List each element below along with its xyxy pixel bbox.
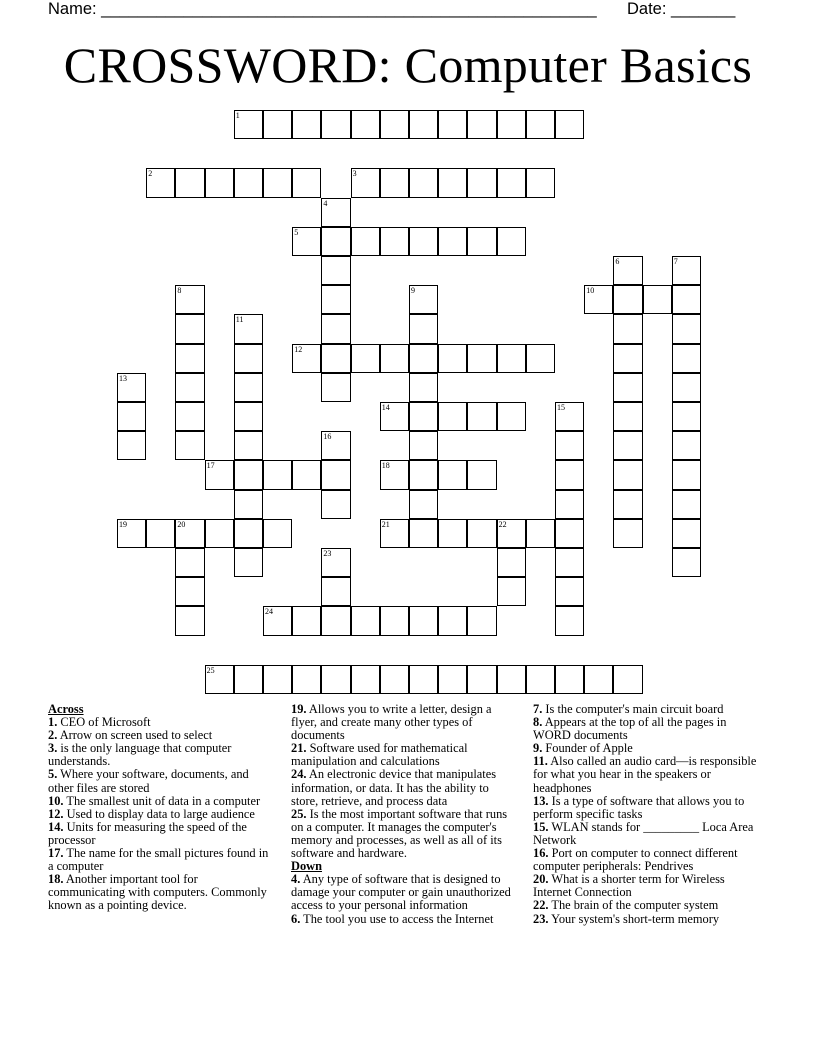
- grid-cell[interactable]: [409, 314, 438, 343]
- grid-cell[interactable]: [321, 198, 350, 227]
- clue-item-number: 11.: [533, 754, 548, 769]
- grid-cell[interactable]: [234, 314, 263, 343]
- grid-cell[interactable]: [292, 227, 321, 256]
- clue-item-number: 23.: [533, 911, 549, 926]
- grid-cell[interactable]: [175, 519, 204, 548]
- grid-cell[interactable]: [321, 256, 350, 285]
- grid-cell[interactable]: [497, 227, 526, 256]
- grid-cell[interactable]: [497, 577, 526, 606]
- grid-cell[interactable]: [438, 665, 467, 694]
- grid-cell[interactable]: [321, 285, 350, 314]
- grid-cell[interactable]: [613, 665, 642, 694]
- date-field[interactable]: Date: _______: [627, 0, 736, 18]
- grid-cell[interactable]: [351, 110, 380, 139]
- clue-item-text: Units for measuring the speed of the processor: [48, 819, 247, 847]
- grid-cell[interactable]: [555, 490, 584, 519]
- grid-cell[interactable]: [438, 227, 467, 256]
- clue-item-text: An electronic device that manipulates information, or data. It has the ability to store, retrieve, and process data: [291, 767, 497, 808]
- clue-item-text: Software used for mathematical manipulation and calculations: [291, 741, 468, 769]
- clue-item-text: Where your software, documents, and other files are stored: [48, 767, 249, 795]
- grid-cell[interactable]: [321, 606, 350, 635]
- grid-cell[interactable]: [263, 519, 292, 548]
- grid-cell[interactable]: [234, 373, 263, 402]
- clue-item-number: 5.: [48, 767, 58, 782]
- grid-cell[interactable]: [380, 344, 409, 373]
- grid-cell[interactable]: [613, 256, 642, 285]
- clue-item: [533, 716, 761, 742]
- grid-cell[interactable]: [234, 665, 263, 694]
- grid-cell[interactable]: [613, 314, 642, 343]
- clue-item-text: Is the computer's main circuit board: [542, 702, 724, 716]
- clue-item-text: Is a type of software that allows you to perform specific tasks: [533, 793, 745, 821]
- clue-item: [533, 913, 761, 926]
- grid-cell[interactable]: [555, 606, 584, 635]
- grid-cell[interactable]: [555, 577, 584, 606]
- grid-cell[interactable]: [117, 402, 146, 431]
- name-field[interactable]: Name: ______________________________________________________: [48, 0, 597, 18]
- clues-column-2: [291, 703, 519, 926]
- grid-cell[interactable]: [672, 402, 701, 431]
- clue-number: 20: [177, 519, 186, 529]
- clue-number: 23: [323, 549, 332, 558]
- clue-number: 14: [381, 403, 390, 412]
- clue-item-number: 10.: [48, 793, 64, 808]
- grid-cell[interactable]: [555, 110, 584, 139]
- grid-cell[interactable]: [672, 431, 701, 460]
- grid-cell[interactable]: [321, 314, 350, 343]
- grid-cell[interactable]: [175, 314, 204, 343]
- clue-item: [533, 847, 761, 873]
- grid-cell[interactable]: [175, 577, 204, 606]
- grid-cell[interactable]: [497, 110, 526, 139]
- grid-cell[interactable]: [467, 110, 496, 139]
- clue-number: 24: [265, 607, 273, 617]
- clue-item-number: 24.: [291, 767, 307, 782]
- grid-cell[interactable]: [438, 344, 467, 373]
- grid-cell[interactable]: [584, 665, 613, 694]
- grid-cell[interactable]: [409, 490, 438, 519]
- grid-cell[interactable]: [205, 460, 234, 489]
- grid-cell[interactable]: [555, 402, 584, 431]
- grid-cell[interactable]: [351, 168, 380, 197]
- grid-cell[interactable]: [292, 344, 321, 373]
- clue-item-text: Used to display data to large audience: [63, 806, 255, 821]
- clue-item: [291, 808, 519, 860]
- grid-cell[interactable]: [409, 344, 438, 373]
- across-clue-list: [48, 716, 276, 912]
- clue-item: [533, 755, 761, 794]
- grid-cell[interactable]: [146, 519, 175, 548]
- grid-cell[interactable]: [380, 110, 409, 139]
- clue-number: 18: [381, 461, 390, 471]
- grid-cell[interactable]: [234, 460, 263, 489]
- grid-cell[interactable]: [672, 460, 701, 489]
- clue-number: 3: [352, 169, 357, 179]
- grid-cell[interactable]: [321, 344, 350, 373]
- grid-cell[interactable]: [438, 519, 467, 548]
- grid-cell[interactable]: [409, 285, 438, 314]
- clue-item-text: Appears at the top of all the pages in WORD documents: [533, 715, 727, 743]
- grid-cell[interactable]: [497, 519, 526, 548]
- grid-cell[interactable]: [234, 490, 263, 519]
- grid-cell[interactable]: [467, 227, 496, 256]
- grid-cell[interactable]: [292, 168, 321, 197]
- clue-item-text: Port on computer to connect different computer peripherals: Pendrives: [533, 846, 738, 874]
- grid-cell[interactable]: [409, 373, 438, 402]
- clue-item-number: 3.: [48, 741, 58, 756]
- clue-item-number: 12.: [48, 806, 64, 821]
- grid-cell[interactable]: [438, 168, 467, 197]
- clue-item-text: Another important tool for communicating with computers. Commonly known as a pointing device.: [48, 872, 267, 913]
- grid-cell[interactable]: [175, 285, 204, 314]
- grid-cell[interactable]: [409, 110, 438, 139]
- grid-cell[interactable]: [321, 577, 350, 606]
- grid-cell[interactable]: [672, 490, 701, 519]
- grid-cell[interactable]: [672, 285, 701, 314]
- grid-cell[interactable]: [292, 606, 321, 635]
- grid-cell[interactable]: [672, 314, 701, 343]
- clue-number: 19: [119, 519, 127, 529]
- clues-column-1: [48, 703, 276, 913]
- grid-cell[interactable]: [234, 110, 263, 139]
- grid-cell[interactable]: [263, 460, 292, 489]
- clue-item-number: 9.: [533, 741, 543, 756]
- grid-cell[interactable]: [526, 665, 555, 694]
- clue-item-text: The smallest unit of data in a computer: [63, 793, 261, 808]
- clue-item-number: 17.: [48, 846, 64, 861]
- clue-number: 16: [323, 432, 332, 442]
- grid-cell[interactable]: [584, 285, 613, 314]
- grid-cell[interactable]: [175, 344, 204, 373]
- clue-item-number: 25.: [291, 806, 307, 821]
- grid-cell[interactable]: [526, 110, 555, 139]
- clue-item-text: The name for the small pictures found in a computer: [48, 846, 269, 874]
- clue-item-text: Your system's short-term memory: [548, 911, 720, 926]
- clue-item-number: 4.: [291, 872, 301, 887]
- clue-number: 9: [411, 286, 415, 296]
- grid-cell[interactable]: [467, 519, 496, 548]
- clue-item-number: 13.: [533, 793, 549, 808]
- grid-cell[interactable]: [263, 168, 292, 197]
- grid-cell[interactable]: [613, 460, 642, 489]
- clue-item: [533, 873, 761, 899]
- clue-number: 5: [294, 227, 299, 237]
- clue-item-number: 1.: [48, 715, 58, 730]
- grid-cell[interactable]: [409, 227, 438, 256]
- grid-cell[interactable]: [321, 548, 350, 577]
- grid-cell[interactable]: [613, 519, 642, 548]
- grid-cell[interactable]: [438, 110, 467, 139]
- grid-cell[interactable]: [613, 402, 642, 431]
- page-title: CROSSWORD: Computer Basics: [63, 37, 753, 93]
- grid-cell[interactable]: [672, 344, 701, 373]
- grid-cell[interactable]: [467, 344, 496, 373]
- across-heading: Across: [48, 702, 84, 716]
- clue-number: 25: [206, 665, 215, 675]
- grid-cell[interactable]: [555, 548, 584, 577]
- grid-cell[interactable]: [351, 665, 380, 694]
- clue-number: 13: [119, 373, 127, 383]
- grid-cell[interactable]: [234, 344, 263, 373]
- clue-item-text: Also called an audio card—is responsible for what you hear in the speakers or headphones: [533, 754, 757, 795]
- grid-cell[interactable]: [438, 460, 467, 489]
- clue-item: [291, 742, 519, 768]
- clue-item-number: 14.: [48, 819, 64, 834]
- grid-cell[interactable]: [175, 402, 204, 431]
- clue-item: [48, 768, 276, 794]
- clues-column-3: [533, 703, 761, 926]
- grid-cell[interactable]: [146, 168, 175, 197]
- clue-item-text: The tool you use to access the Internet: [300, 911, 494, 926]
- grid-cell[interactable]: [380, 168, 409, 197]
- grid-cell[interactable]: [555, 431, 584, 460]
- clue-item-text: Any type of software that is designed to damage your computer or gain unauthorized access to your personal information: [291, 872, 511, 913]
- grid-cell[interactable]: [321, 460, 350, 489]
- grid-cell[interactable]: [643, 285, 672, 314]
- across-clue-list-continued: [291, 703, 519, 860]
- grid-cell[interactable]: [351, 344, 380, 373]
- grid-cell[interactable]: [321, 110, 350, 139]
- clue-number: 8: [177, 286, 182, 296]
- down-clue-list-continued: [533, 703, 761, 926]
- grid-cell[interactable]: [497, 665, 526, 694]
- clue-number: 12: [294, 344, 303, 354]
- grid-cell[interactable]: [263, 606, 292, 635]
- grid-cell[interactable]: [526, 168, 555, 197]
- clue-item-number: 7.: [533, 702, 543, 716]
- clue-item-number: 20.: [533, 872, 549, 887]
- grid-cell[interactable]: [175, 548, 204, 577]
- grid-cell[interactable]: [351, 606, 380, 635]
- grid-cell[interactable]: [497, 344, 526, 373]
- grid-cell[interactable]: [497, 168, 526, 197]
- clue-number: 17: [206, 461, 215, 471]
- clue-item-number: 22.: [533, 898, 549, 913]
- grid-cell[interactable]: [263, 110, 292, 139]
- clue-number: 6: [615, 257, 620, 266]
- grid-cell[interactable]: [409, 665, 438, 694]
- grid-cell[interactable]: [409, 431, 438, 460]
- grid-cell[interactable]: [467, 402, 496, 431]
- down-heading: Down: [291, 859, 322, 874]
- clue-item-text: WLAN stands for _________ Loca Area Network: [533, 819, 754, 847]
- grid-cell[interactable]: [321, 490, 350, 519]
- grid-cell[interactable]: [351, 227, 380, 256]
- grid-cell[interactable]: [321, 227, 350, 256]
- grid-cell[interactable]: [234, 431, 263, 460]
- grid-cell[interactable]: [526, 519, 555, 548]
- grid-cell[interactable]: [409, 606, 438, 635]
- grid-cell[interactable]: [613, 431, 642, 460]
- grid-cell[interactable]: [117, 519, 146, 548]
- grid-cell[interactable]: [205, 168, 234, 197]
- clue-item-text: The brain of the computer system: [548, 898, 719, 913]
- grid-cell[interactable]: [555, 460, 584, 489]
- grid-cell[interactable]: [234, 519, 263, 548]
- grid-cell[interactable]: [613, 373, 642, 402]
- grid-cell[interactable]: [263, 665, 292, 694]
- grid-cell[interactable]: [613, 344, 642, 373]
- clue-number: 15: [557, 403, 565, 412]
- clue-item: [533, 795, 761, 821]
- clue-item-number: 21.: [291, 741, 307, 756]
- clue-item: [291, 913, 519, 926]
- clue-item-text: CEO of Microsoft: [57, 715, 151, 730]
- grid-cell[interactable]: [526, 344, 555, 373]
- clue-number: 11: [235, 315, 244, 325]
- grid-cell[interactable]: [205, 519, 234, 548]
- grid-cell[interactable]: [205, 665, 234, 694]
- grid-cell[interactable]: [175, 373, 204, 402]
- grid-cell[interactable]: [321, 665, 350, 694]
- grid-cell[interactable]: [380, 606, 409, 635]
- clue-item-number: 2.: [48, 728, 58, 743]
- clue-item-number: 15.: [533, 819, 549, 834]
- grid-cell[interactable]: [409, 168, 438, 197]
- clue-item-number: 18.: [48, 872, 64, 887]
- clue-item: [291, 768, 519, 807]
- grid-cell[interactable]: [380, 460, 409, 489]
- clue-item: [291, 703, 519, 742]
- clue-item-number: 19.: [291, 702, 307, 716]
- grid-cell[interactable]: [497, 402, 526, 431]
- clue-number: 4: [323, 198, 328, 208]
- clue-item-text: Founder of Apple: [542, 741, 633, 756]
- clue-number: 1: [235, 111, 240, 120]
- grid-cell[interactable]: [555, 519, 584, 548]
- grid-cell[interactable]: [438, 606, 467, 635]
- grid-cell[interactable]: [672, 373, 701, 402]
- grid-cell[interactable]: [467, 665, 496, 694]
- grid-cell[interactable]: [672, 519, 701, 548]
- grid-cell[interactable]: [467, 606, 496, 635]
- grid-cell[interactable]: [438, 402, 467, 431]
- clue-item-number: 6.: [291, 911, 301, 926]
- clue-item-text: Is the most important software that runs on a computer. It manages the computer's memory and processes, as well as all of its software and hardware.: [291, 806, 508, 861]
- clue-item: [48, 821, 276, 847]
- clue-number: 22: [498, 519, 507, 529]
- clue-item-text: What is a shorter term for Wireless Internet Connection: [533, 872, 725, 900]
- grid-cell[interactable]: [117, 373, 146, 402]
- grid-cell[interactable]: [175, 606, 204, 635]
- grid-cell[interactable]: [292, 460, 321, 489]
- clue-number: 10: [586, 286, 595, 296]
- clue-item-text: Allows you to write a letter, design a flyer, and create many other types of documents: [291, 702, 492, 743]
- grid-cell[interactable]: [380, 402, 409, 431]
- grid-cell[interactable]: [380, 665, 409, 694]
- grid-cell[interactable]: [467, 460, 496, 489]
- clue-number: 21: [381, 519, 390, 529]
- grid-cell[interactable]: [409, 519, 438, 548]
- clue-item: [291, 873, 519, 912]
- clue-number: 2: [148, 169, 153, 179]
- grid-cell[interactable]: [409, 460, 438, 489]
- grid-cell[interactable]: [117, 431, 146, 460]
- grid-cell[interactable]: [321, 373, 350, 402]
- clue-item-text: is the only language that computer understands.: [48, 741, 232, 769]
- clue-item: [48, 847, 276, 873]
- grid-cell[interactable]: [555, 665, 584, 694]
- grid-cell[interactable]: [234, 548, 263, 577]
- clue-number: 7: [673, 257, 678, 266]
- grid-cell[interactable]: [467, 168, 496, 197]
- grid-cell[interactable]: [380, 519, 409, 548]
- clue-item: [533, 821, 761, 847]
- grid-cell[interactable]: [292, 110, 321, 139]
- grid-cell[interactable]: [672, 548, 701, 577]
- grid-cell[interactable]: [234, 168, 263, 197]
- clue-item: [48, 873, 276, 912]
- clue-item-text: Arrow on screen used to select: [57, 728, 213, 743]
- grid-cell[interactable]: [613, 490, 642, 519]
- clue-item-number: 8.: [533, 715, 543, 730]
- clue-item-number: 16.: [533, 846, 549, 861]
- grid-cell[interactable]: [175, 168, 204, 197]
- grid-cell[interactable]: [613, 285, 642, 314]
- down-clue-list: [291, 873, 519, 925]
- grid-cell[interactable]: [409, 402, 438, 431]
- grid-cell[interactable]: [380, 227, 409, 256]
- grid-cell[interactable]: [175, 431, 204, 460]
- grid-cell[interactable]: [321, 431, 350, 460]
- clue-item: [48, 742, 276, 768]
- grid-cell[interactable]: [672, 256, 701, 285]
- grid-cell[interactable]: [497, 548, 526, 577]
- grid-cell[interactable]: [234, 402, 263, 431]
- grid-cell[interactable]: [292, 665, 321, 694]
